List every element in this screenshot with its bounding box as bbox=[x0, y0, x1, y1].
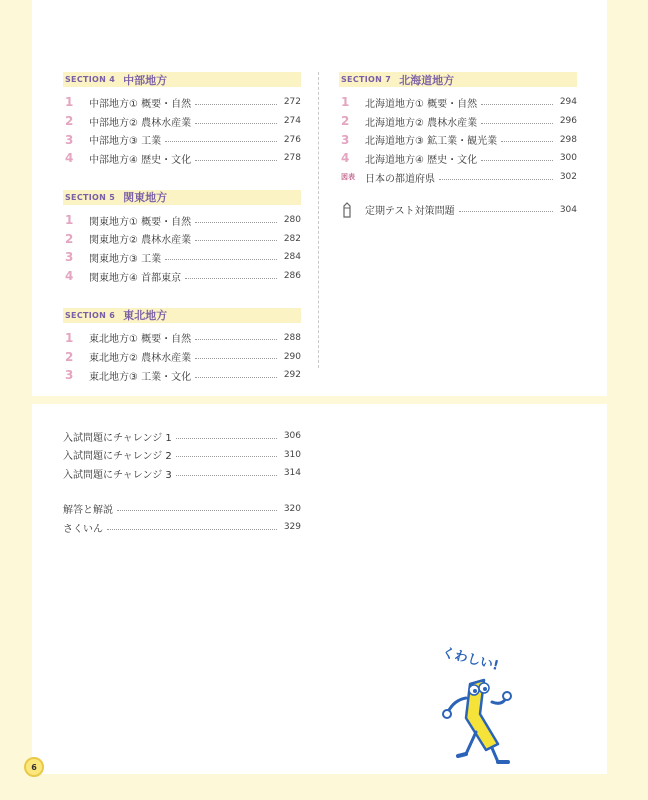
section-label: SECTION 4 bbox=[65, 75, 116, 84]
section-5 bbox=[63, 190, 301, 286]
entry-title: 関東地方② 農林水産業 bbox=[89, 235, 192, 247]
toc-entry[interactable] bbox=[63, 329, 301, 348]
mascot-speech: くわしい! bbox=[440, 645, 501, 674]
entry-number: 1 bbox=[341, 95, 350, 110]
entry-page: 310 bbox=[283, 449, 301, 460]
toc-entry[interactable] bbox=[63, 248, 301, 267]
toc-entry[interactable] bbox=[339, 149, 577, 168]
dot-leader bbox=[107, 529, 277, 530]
entry-page: 304 bbox=[559, 204, 577, 215]
toc-entry-index[interactable] bbox=[63, 518, 301, 537]
toc-entry[interactable] bbox=[63, 93, 301, 112]
entry-title: 中部地方③ 工業 bbox=[89, 136, 162, 148]
toc-entry[interactable] bbox=[63, 112, 301, 131]
entry-page: 282 bbox=[283, 233, 301, 244]
entry-number: 3 bbox=[65, 368, 74, 383]
page-number: 6 bbox=[24, 757, 44, 777]
toc-entry[interactable] bbox=[63, 366, 301, 385]
dot-leader bbox=[165, 259, 277, 260]
entry-title: 東北地方③ 工業・文化 bbox=[89, 371, 192, 383]
entry-page: 272 bbox=[283, 97, 301, 108]
entry-page: 294 bbox=[559, 97, 577, 108]
dot-leader bbox=[439, 179, 553, 180]
toc-entry-challenge[interactable] bbox=[63, 446, 301, 465]
section-name: 北海道地方 bbox=[399, 73, 455, 87]
toc-entry[interactable] bbox=[339, 93, 577, 112]
toc-entry-appendix[interactable] bbox=[339, 168, 577, 187]
entry-title: 北海道地方② 農林水産業 bbox=[365, 117, 478, 129]
entry-page: 329 bbox=[283, 522, 301, 533]
entry-page: 278 bbox=[283, 153, 301, 164]
dot-leader bbox=[501, 141, 553, 142]
section-header bbox=[63, 72, 301, 87]
back-matter-list bbox=[63, 427, 301, 537]
entry-number: 2 bbox=[65, 349, 74, 364]
section-header bbox=[339, 72, 577, 87]
back-matter-group bbox=[63, 500, 301, 537]
entry-number: 4 bbox=[65, 151, 74, 166]
entry-title: 関東地方① 概要・自然 bbox=[89, 216, 192, 228]
entry-page: 284 bbox=[283, 252, 301, 263]
right-column bbox=[339, 72, 577, 241]
entry-page: 302 bbox=[559, 172, 577, 183]
entry-number: 2 bbox=[65, 114, 74, 129]
section-6 bbox=[63, 308, 301, 385]
entry-title: 中部地方① 概要・自然 bbox=[89, 98, 192, 110]
dot-leader bbox=[481, 160, 553, 161]
entry-page: 320 bbox=[283, 503, 301, 514]
entry-number: 1 bbox=[65, 95, 74, 110]
entry-number: 4 bbox=[341, 151, 350, 166]
section-7 bbox=[339, 72, 577, 219]
entry-title: 東北地方② 農林水産業 bbox=[89, 353, 192, 365]
entry-title: 中部地方② 農林水産業 bbox=[89, 117, 192, 129]
dot-leader bbox=[195, 358, 277, 359]
entry-page: 306 bbox=[283, 431, 301, 442]
entry-title: 関東地方③ 工業 bbox=[89, 253, 162, 265]
entry-title: 東北地方① 概要・自然 bbox=[89, 334, 192, 346]
toc-entry-challenge[interactable] bbox=[63, 427, 301, 446]
toc-entry[interactable] bbox=[63, 347, 301, 366]
dot-leader bbox=[176, 438, 277, 439]
toc-entry[interactable] bbox=[63, 267, 301, 286]
toc-entry-test[interactable] bbox=[339, 200, 577, 219]
toc-entry[interactable] bbox=[63, 149, 301, 168]
entry-page: 276 bbox=[283, 134, 301, 145]
entry-page: 288 bbox=[283, 332, 301, 343]
entry-title: 関東地方④ 首都東京 bbox=[89, 272, 182, 284]
dot-leader bbox=[176, 475, 277, 476]
entry-title: 北海道地方① 概要・自然 bbox=[365, 98, 478, 110]
entry-title: 北海道地方④ 歴史・文化 bbox=[365, 154, 478, 166]
section-label: SECTION 6 bbox=[65, 310, 116, 320]
dot-leader bbox=[195, 123, 277, 124]
column-divider bbox=[318, 72, 319, 368]
entry-number: 2 bbox=[65, 231, 74, 246]
entry-title: 入試問題にチャレンジ 1 bbox=[63, 432, 172, 444]
entry-page: 286 bbox=[283, 271, 301, 282]
dot-leader bbox=[459, 211, 553, 212]
entry-number: 2 bbox=[341, 114, 350, 129]
entry-number: 1 bbox=[65, 213, 74, 228]
toc-entry[interactable] bbox=[63, 211, 301, 230]
dot-leader bbox=[195, 240, 277, 241]
toc-entry[interactable] bbox=[339, 130, 577, 149]
dot-leader bbox=[165, 141, 277, 142]
entry-page: 296 bbox=[559, 116, 577, 127]
dot-leader bbox=[195, 377, 277, 378]
entry-title: 入試問題にチャレンジ 2 bbox=[63, 451, 172, 463]
entry-title: 北海道地方③ 鉱工業・観光業 bbox=[365, 136, 498, 148]
toc-entry[interactable] bbox=[63, 229, 301, 248]
entry-page: 314 bbox=[283, 468, 301, 479]
entry-title: さくいん bbox=[63, 523, 103, 535]
toc-entry-answers[interactable] bbox=[63, 500, 301, 519]
entry-number: 3 bbox=[65, 132, 74, 147]
entry-page: 298 bbox=[559, 134, 577, 145]
mascot-character-icon bbox=[436, 640, 520, 768]
dot-leader bbox=[185, 278, 277, 279]
dot-leader bbox=[195, 104, 277, 105]
entry-title: 定期テスト対策問題 bbox=[365, 206, 455, 218]
section-header bbox=[63, 190, 301, 205]
toc-entry[interactable] bbox=[63, 130, 301, 149]
entry-title: 日本の都道府県 bbox=[365, 173, 435, 185]
entry-title: 中部地方④ 歴史・文化 bbox=[89, 154, 192, 166]
dot-leader bbox=[176, 456, 277, 457]
entry-number: 3 bbox=[65, 250, 74, 265]
dot-leader bbox=[195, 222, 277, 223]
entry-page: 292 bbox=[283, 370, 301, 381]
section-header bbox=[63, 308, 301, 323]
toc-entry[interactable] bbox=[339, 112, 577, 131]
entry-number: 1 bbox=[65, 330, 74, 345]
dot-leader bbox=[195, 160, 277, 161]
section-name: 東北地方 bbox=[123, 309, 168, 322]
section-label: SECTION 7 bbox=[341, 75, 392, 84]
entry-page: 280 bbox=[283, 215, 301, 226]
entry-number: 3 bbox=[341, 132, 350, 147]
section-name: 中部地方 bbox=[123, 73, 168, 87]
section-name: 関東地方 bbox=[123, 191, 168, 205]
toc-entry-challenge[interactable] bbox=[63, 464, 301, 483]
entry-page: 290 bbox=[283, 351, 301, 362]
dot-leader bbox=[481, 104, 553, 105]
entry-title: 入試問題にチャレンジ 3 bbox=[63, 469, 172, 481]
entry-number: 4 bbox=[65, 269, 74, 284]
dot-leader bbox=[117, 510, 277, 511]
dot-leader bbox=[195, 339, 277, 340]
entry-page: 300 bbox=[559, 153, 577, 164]
section-4 bbox=[63, 72, 301, 168]
pencil-icon bbox=[339, 202, 365, 218]
left-column bbox=[63, 72, 301, 407]
section-label: SECTION 5 bbox=[65, 192, 116, 202]
entry-page: 274 bbox=[283, 116, 301, 127]
appendix-badge: 図表 bbox=[341, 173, 355, 182]
dot-leader bbox=[481, 123, 553, 124]
entry-title: 解答と解説 bbox=[63, 505, 113, 517]
